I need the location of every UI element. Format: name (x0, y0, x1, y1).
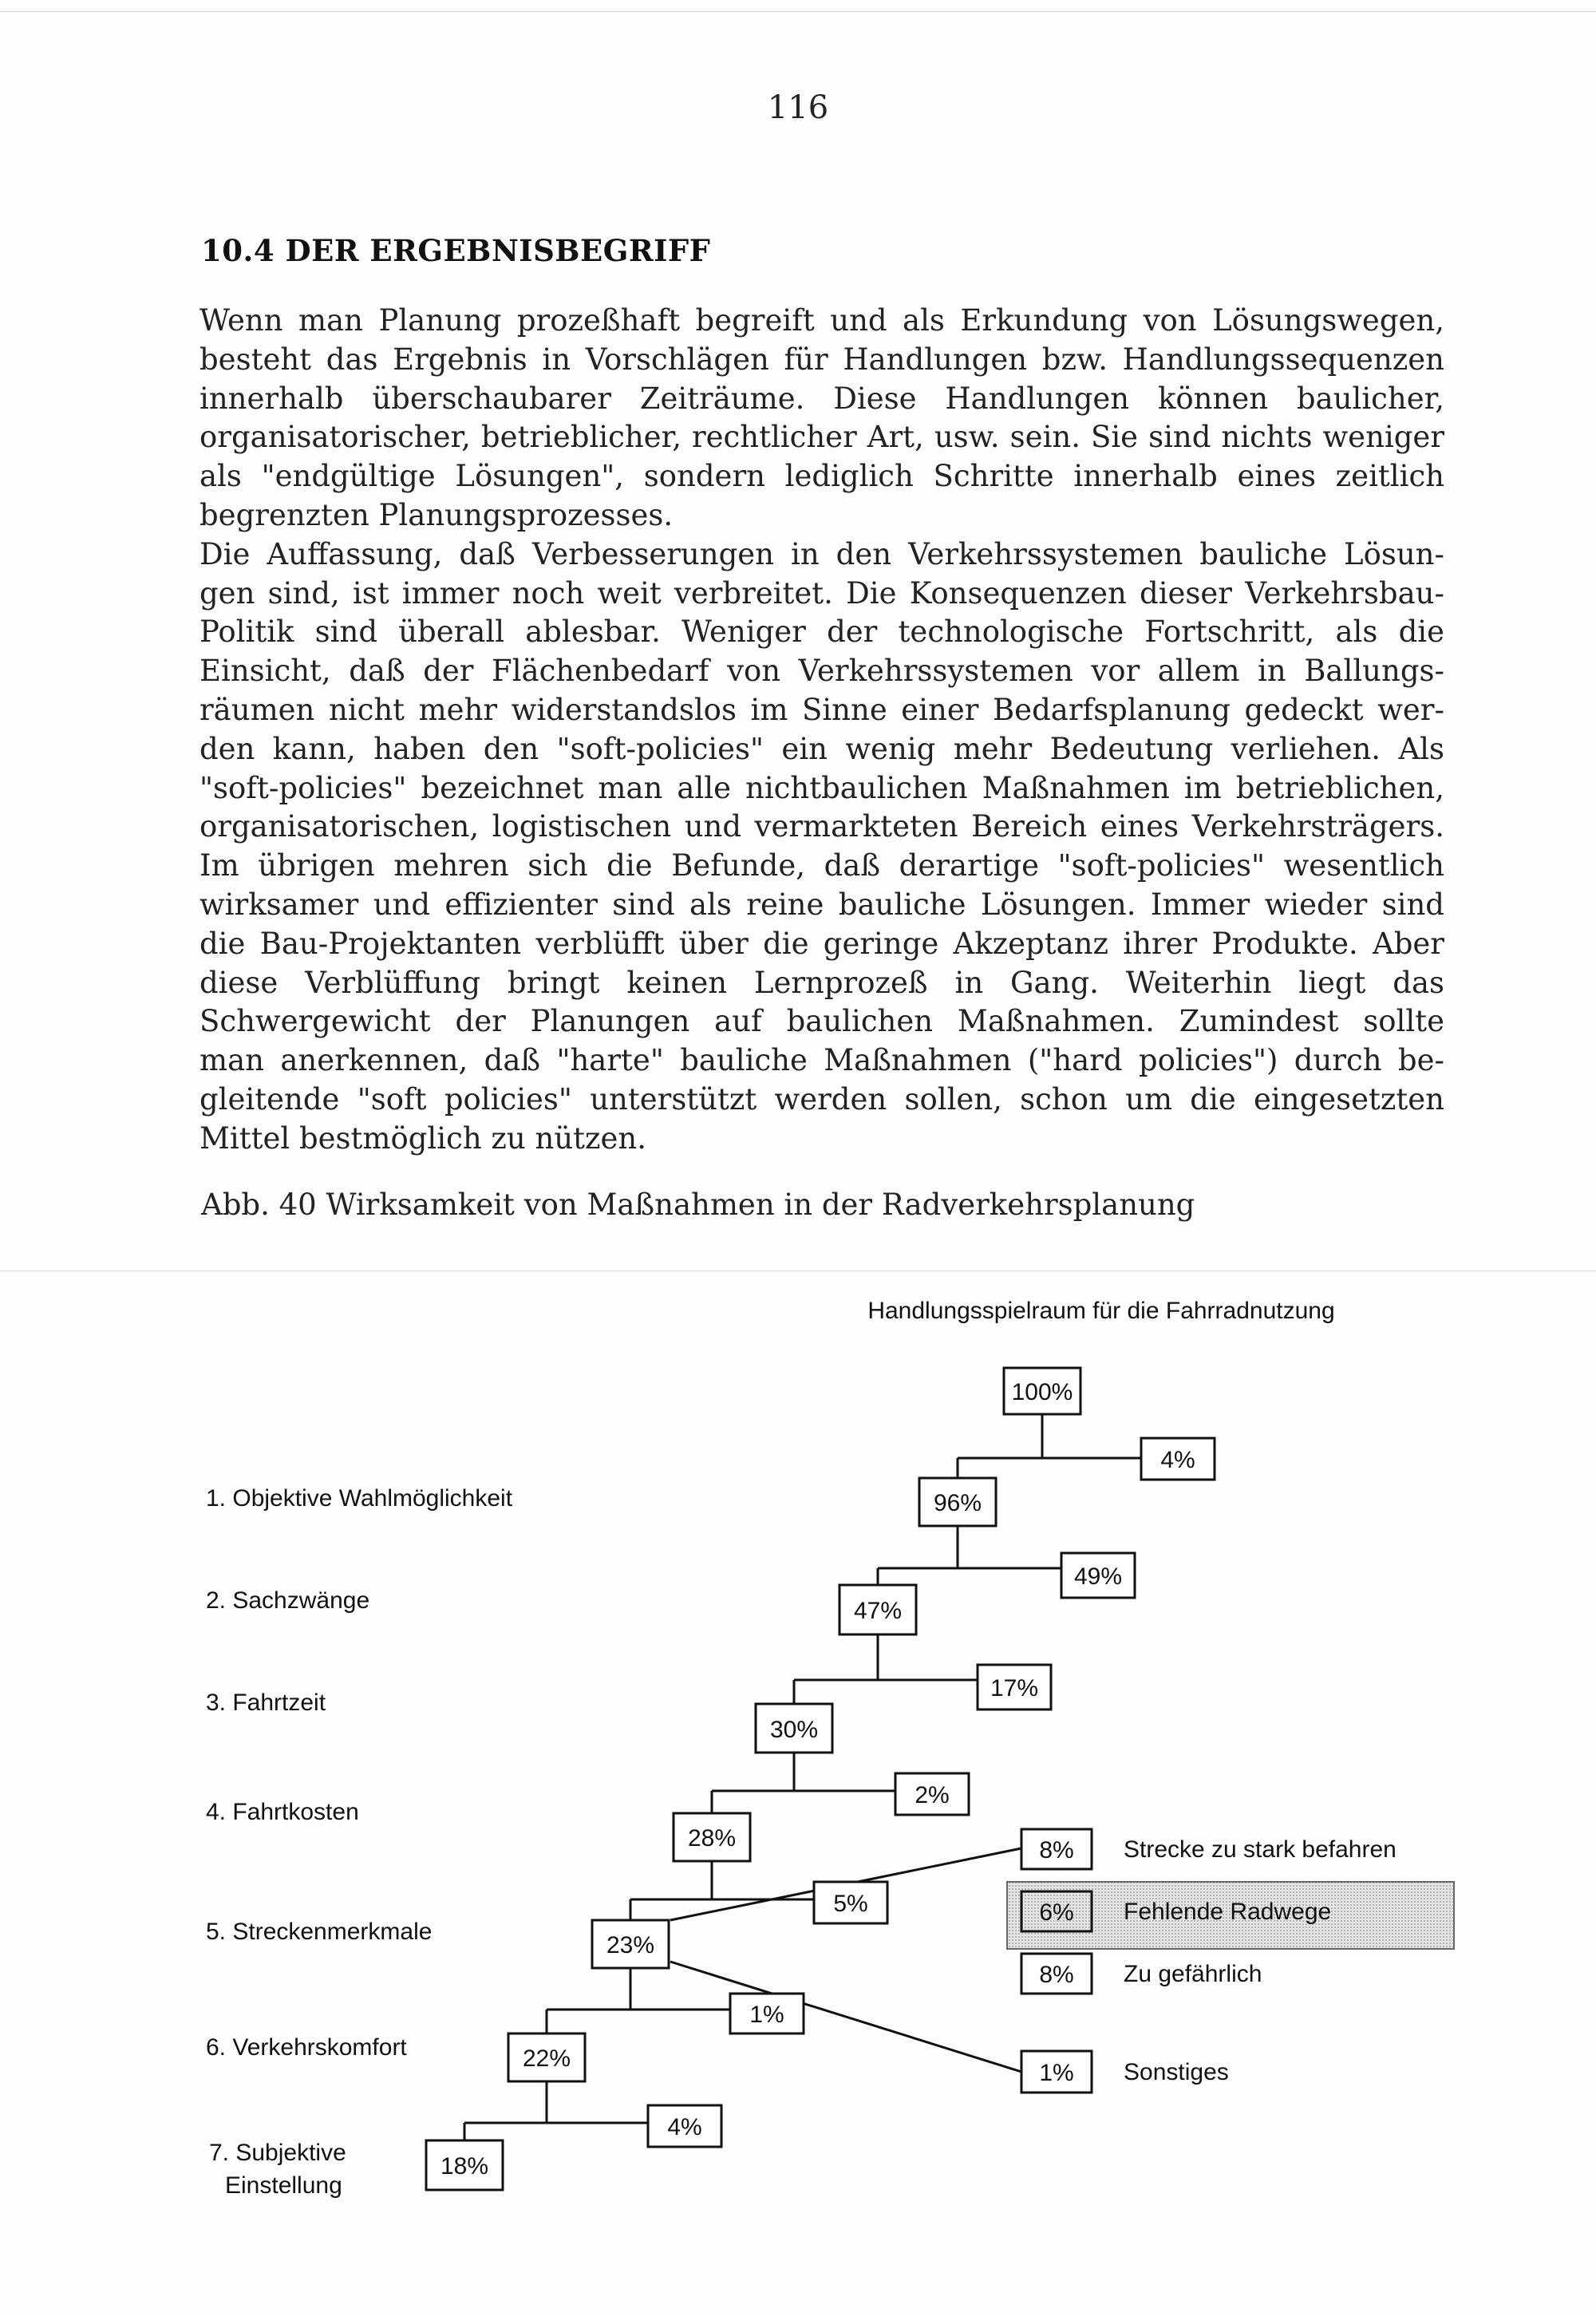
breakdown-value: 8% (1039, 1962, 1074, 1988)
lost-box (730, 1994, 804, 2033)
text-line: Einsicht, daß der Flächenbedarf von Verkehrssystemen vor allem in Ballungs- (200, 654, 1444, 689)
lost-value: 49% (1073, 1563, 1123, 1590)
breakdown-label: Strecke zu stark befahren (1124, 1836, 1396, 1863)
remaining-box (839, 1585, 916, 1634)
text-line: Die Auffassung, daß Verbesserungen in den Verkehrssystemen bauliche Lösun- (200, 536, 1444, 571)
text-line: Wenn man Planung prozeßhaft begreift und als Erkundung von Lösungswegen, (200, 303, 1444, 338)
lost-value: 17% (990, 1675, 1039, 1701)
remaining-value: 30% (769, 1717, 819, 1743)
remaining-value: 96% (933, 1490, 982, 1516)
breakdown-item-highlighted (1007, 1882, 1454, 1949)
text-line: den kann, haben den "soft-policies" ein wenig mehr Bedeutung verliehen. Als (200, 731, 1444, 766)
breakdown-label: Fehlende Radwege (1124, 1899, 1332, 1925)
remaining-value: 47% (853, 1598, 903, 1624)
text-line: organisatorischer, betrieblicher, rechtlicher Art, usw. sein. Sie sind nichts weniger (200, 420, 1444, 455)
remaining-value: 28% (687, 1825, 737, 1852)
breakdown-item (1021, 2051, 1229, 2093)
remaining-box (508, 2033, 585, 2081)
lost-box (814, 1882, 887, 1923)
stage-label: 4. Fahrtkosten (206, 1799, 359, 1825)
text-line: gen sind, ist immer noch weit verbreitet. Die Konsequenzen dieser Verkehrsbau- (200, 575, 1444, 611)
stage-label: 6. Verkehrskomfort (206, 2034, 407, 2061)
breakdown-value: 8% (1039, 1837, 1074, 1863)
page-number: 116 (767, 89, 829, 126)
remaining-box (426, 2140, 503, 2190)
text-line: Im übrigen mehren sich die Befunde, daß derartige "soft-policies" wesentlich (200, 848, 1444, 883)
remaining-box (919, 1478, 996, 1526)
breakdown-label: Zu gefährlich (1124, 1961, 1262, 1987)
root-box (1004, 1368, 1080, 1414)
stage-label: 7. Subjektive (209, 2140, 346, 2166)
text-line: Mittel bestmöglich zu nützen. (200, 1120, 647, 1156)
text-line: Schwergewicht der Planungen auf baulichen Maßnahmen. Zumindest sollte (200, 1004, 1444, 1039)
text-line: räumen nicht mehr widerstandslos im Sinne einer Bedarfsplanung gedeckt wer- (200, 692, 1444, 727)
breakdown-label: Sonstiges (1124, 2059, 1229, 2085)
text-line: besteht das Ergebnis in Vorschlägen für Handlungen bzw. Handlungssequenzen (200, 342, 1444, 377)
text-line: man anerkennen, daß "harte" bauliche Maßnahmen ("hard policies") durch be- (200, 1043, 1444, 1078)
lost-value: 5% (833, 1891, 868, 1917)
remaining-value: 22% (522, 2045, 571, 2072)
top-rule (0, 11, 1596, 12)
figure-caption: Abb. 40 Wirksamkeit von Maßnahmen in der Radverkehrsplanung (201, 1188, 1195, 1222)
text-line: innerhalb überschaubarer Zeiträume. Diese Handlungen können baulicher, (200, 381, 1444, 416)
text-line: gleitende "soft policies" unterstützt werden sollen, schon um die eingesetzten (200, 1081, 1444, 1117)
diagram-title: Handlungsspielraum für die Fahrradnutzung (867, 1298, 1335, 1324)
lost-box (1141, 1438, 1215, 1480)
remaining-value: 23% (606, 1932, 655, 1958)
text-line: diese Verblüffung bringt keinen Lernprozeß in Gang. Weiterhin liegt das (200, 965, 1444, 1000)
lost-box (648, 2105, 721, 2147)
text-line: "soft-policies" bezeichnet man alle nichtbaulichen Maßnahmen im betrieblichen, (200, 770, 1444, 805)
stage-label: 5. Streckenmerkmale (206, 1919, 433, 1945)
lost-value: 4% (667, 2114, 702, 2140)
stage-label: 1. Objektive Wahlmöglichkeit (206, 1485, 513, 1512)
breakdown-value: 6% (1039, 1899, 1074, 1926)
stage-label-line2: Einstellung (225, 2172, 342, 2199)
text-line: wirksamer und effizienter sind als reine bauliche Lösungen. Immer wieder sind (200, 887, 1444, 922)
lost-value: 4% (1160, 1447, 1195, 1473)
remaining-value: 18% (440, 2153, 489, 2180)
text-line: Politik sind überall ablesbar. Weniger der technologische Fortschritt, als die (200, 615, 1444, 650)
lost-value: 2% (915, 1782, 950, 1808)
lost-box (895, 1773, 969, 1815)
breakdown-item (1021, 1829, 1396, 1869)
section-heading: 10.4 DER ERGEBNISBEGRIFF (201, 233, 711, 268)
lost-box (978, 1665, 1051, 1709)
remaining-box (756, 1704, 832, 1753)
text-line: organisatorischen, logistischen und vermarkteten Bereich eines Verkehrsträgers. (200, 809, 1444, 844)
lost-value: 1% (749, 2002, 784, 2028)
remaining-box (592, 1920, 669, 1968)
remaining-box (674, 1813, 750, 1861)
body-text (200, 302, 1444, 1159)
stage-label: 3. Fahrtzeit (206, 1690, 326, 1716)
lost-box (1061, 1553, 1135, 1598)
text-line: als "endgültige Lösungen", sondern lediglich Schritte innerhalb eines zeitlich (200, 459, 1444, 494)
breakdown-value: 1% (1039, 2060, 1074, 2086)
breakdown-item (1021, 1954, 1262, 1994)
text-line: die Bau-Projektanten verblüfft über die geringe Akzeptanz ihrer Produkte. Aber (200, 926, 1444, 961)
decision-tree-diagram (0, 1269, 1596, 2316)
stage-label: 2. Sachzwänge (206, 1587, 370, 1614)
root-value: 100% (1011, 1379, 1073, 1405)
text-line: begrenzten Planungsprozesses. (200, 497, 674, 532)
